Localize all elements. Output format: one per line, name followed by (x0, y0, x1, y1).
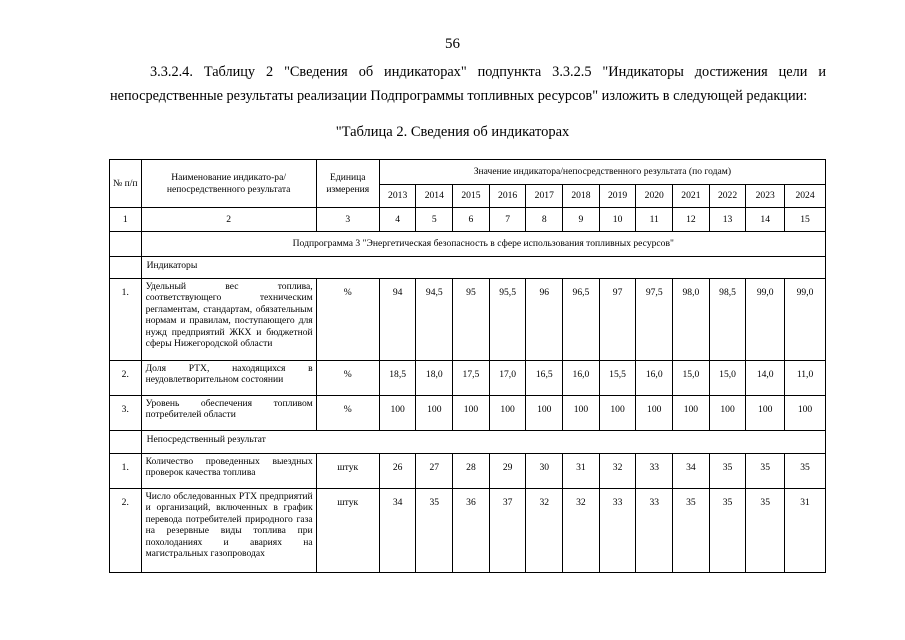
row-value: 15,5 (599, 361, 636, 396)
year-header: 2015 (453, 185, 490, 208)
row-value: 32 (563, 489, 600, 573)
row-value: 16,0 (636, 361, 673, 396)
paragraph-text: 3.3.2.4. Таблицу 2 "Сведения об индикаторах" подпункта 3.3.2.5 "Индикаторы достижения цели и непосредственные результаты реализации Подпрограммы топливных ресурсов" изложить в следующей редакции: (110, 64, 826, 104)
row-number: 3. (110, 396, 142, 431)
column-number: 13 (709, 208, 746, 232)
column-number: 11 (636, 208, 673, 232)
row-value: 100 (416, 396, 453, 431)
row-value: 15,0 (709, 361, 746, 396)
column-numbers-row (110, 208, 826, 232)
empty-cell (110, 257, 142, 279)
row-name: Число обследованных РТХ предприятий и организаций, включенных в график перевода потребителей природного газа на резервные виды топлива при похолоданиях и авариях на магистральных газопроводах (141, 489, 316, 573)
row-value: 99,0 (746, 279, 785, 361)
row-value: 95,5 (489, 279, 526, 361)
table-row (110, 454, 826, 489)
row-number: 1. (110, 454, 142, 489)
row-value: 100 (673, 396, 710, 431)
row-value: 18,0 (416, 361, 453, 396)
indicators-table (109, 159, 826, 573)
row-value: 29 (489, 454, 526, 489)
row-value: 35 (785, 454, 826, 489)
amendment-paragraph (110, 60, 826, 108)
header-values: Значение индикатора/непосредственного результата (по годам) (379, 160, 825, 185)
empty-cell (110, 431, 142, 454)
row-value: 99,0 (785, 279, 826, 361)
row-value: 100 (526, 396, 563, 431)
row-value: 96 (526, 279, 563, 361)
column-number: 2 (141, 208, 316, 232)
row-value: 97 (599, 279, 636, 361)
row-name: Уровень обеспечения топливом потребителей области (141, 396, 316, 431)
row-value: 26 (379, 454, 416, 489)
row-value: 31 (785, 489, 826, 573)
table-row (110, 361, 826, 396)
row-number: 2. (110, 361, 142, 396)
row-value: 97,5 (636, 279, 673, 361)
row-value: 94 (379, 279, 416, 361)
row-value: 37 (489, 489, 526, 573)
year-header: 2016 (489, 185, 526, 208)
row-value: 33 (636, 454, 673, 489)
column-number: 10 (599, 208, 636, 232)
column-number: 14 (746, 208, 785, 232)
row-value: 100 (636, 396, 673, 431)
row-value: 100 (453, 396, 490, 431)
row-unit: % (316, 396, 379, 431)
subprogram-row (110, 232, 826, 257)
row-value: 35 (416, 489, 453, 573)
year-header: 2022 (709, 185, 746, 208)
column-number: 1 (110, 208, 142, 232)
row-value: 36 (453, 489, 490, 573)
year-header: 2017 (526, 185, 563, 208)
header-num: № п/п (110, 160, 142, 208)
row-value: 35 (746, 489, 785, 573)
header-name: Наименование индикато-ра/непосредственного результата (141, 160, 316, 208)
results-label: Непосредственный результат (141, 431, 825, 454)
year-header: 2024 (785, 185, 826, 208)
row-value: 94,5 (416, 279, 453, 361)
row-value: 16,0 (563, 361, 600, 396)
row-unit: штук (316, 489, 379, 573)
indicators-section-row (110, 257, 826, 279)
subprogram-title: Подпрограмма 3 "Энергетическая безопасность в сфере использования топливных ресурсов" (141, 232, 825, 257)
row-value: 30 (526, 454, 563, 489)
row-unit: % (316, 279, 379, 361)
empty-cell (110, 232, 142, 257)
row-value: 100 (489, 396, 526, 431)
column-number: 3 (316, 208, 379, 232)
table-row (110, 489, 826, 573)
year-header: 2023 (746, 185, 785, 208)
row-value: 33 (599, 489, 636, 573)
year-header: 2020 (636, 185, 673, 208)
year-header: 2013 (379, 185, 416, 208)
row-value: 100 (379, 396, 416, 431)
row-name: Количество проведенных выездных проверок качества топлива (141, 454, 316, 489)
row-unit: штук (316, 454, 379, 489)
column-number: 4 (379, 208, 416, 232)
row-value: 34 (379, 489, 416, 573)
row-value: 33 (636, 489, 673, 573)
row-value: 15,0 (673, 361, 710, 396)
results-section-row (110, 431, 826, 454)
row-value: 35 (709, 489, 746, 573)
row-name: Доля РТХ, находящихся в неудовлетворительном состоянии (141, 361, 316, 396)
row-value: 17,0 (489, 361, 526, 396)
year-header: 2014 (416, 185, 453, 208)
row-name: Удельный вес топлива, соответствующего техническим регламентам, стандартам, обязательным нормам и правилам, поступающего для нужд предприятий ЖКХ и бюджетной сферы Нижегородской области (141, 279, 316, 361)
row-value: 32 (599, 454, 636, 489)
indicators-label: Индикаторы (141, 257, 825, 279)
row-value: 100 (709, 396, 746, 431)
year-header: 2019 (599, 185, 636, 208)
row-number: 1. (110, 279, 142, 361)
table-row (110, 396, 826, 431)
row-unit: % (316, 361, 379, 396)
row-value: 35 (709, 454, 746, 489)
row-value: 96,5 (563, 279, 600, 361)
row-value: 14,0 (746, 361, 785, 396)
page-number: 56 (445, 36, 460, 52)
column-number: 9 (563, 208, 600, 232)
year-header: 2018 (563, 185, 600, 208)
row-value: 95 (453, 279, 490, 361)
row-value: 18,5 (379, 361, 416, 396)
row-value: 31 (563, 454, 600, 489)
row-number: 2. (110, 489, 142, 573)
row-value: 32 (526, 489, 563, 573)
column-number: 5 (416, 208, 453, 232)
column-number: 12 (673, 208, 710, 232)
table-row (110, 279, 826, 361)
row-value: 27 (416, 454, 453, 489)
column-number: 8 (526, 208, 563, 232)
row-value: 16,5 (526, 361, 563, 396)
row-value: 28 (453, 454, 490, 489)
row-value: 11,0 (785, 361, 826, 396)
row-value: 98,0 (673, 279, 710, 361)
row-value: 98,5 (709, 279, 746, 361)
table-caption: "Таблица 2. Сведения об индикаторах (335, 124, 570, 140)
column-number: 15 (785, 208, 826, 232)
row-value: 100 (599, 396, 636, 431)
row-value: 17,5 (453, 361, 490, 396)
row-value: 100 (563, 396, 600, 431)
column-number: 6 (453, 208, 490, 232)
year-header: 2021 (673, 185, 710, 208)
header-row (110, 160, 826, 185)
column-number: 7 (489, 208, 526, 232)
row-value: 100 (785, 396, 826, 431)
row-value: 34 (673, 454, 710, 489)
row-value: 100 (746, 396, 785, 431)
row-value: 35 (746, 454, 785, 489)
header-unit: Единица измерения (316, 160, 379, 208)
row-value: 35 (673, 489, 710, 573)
